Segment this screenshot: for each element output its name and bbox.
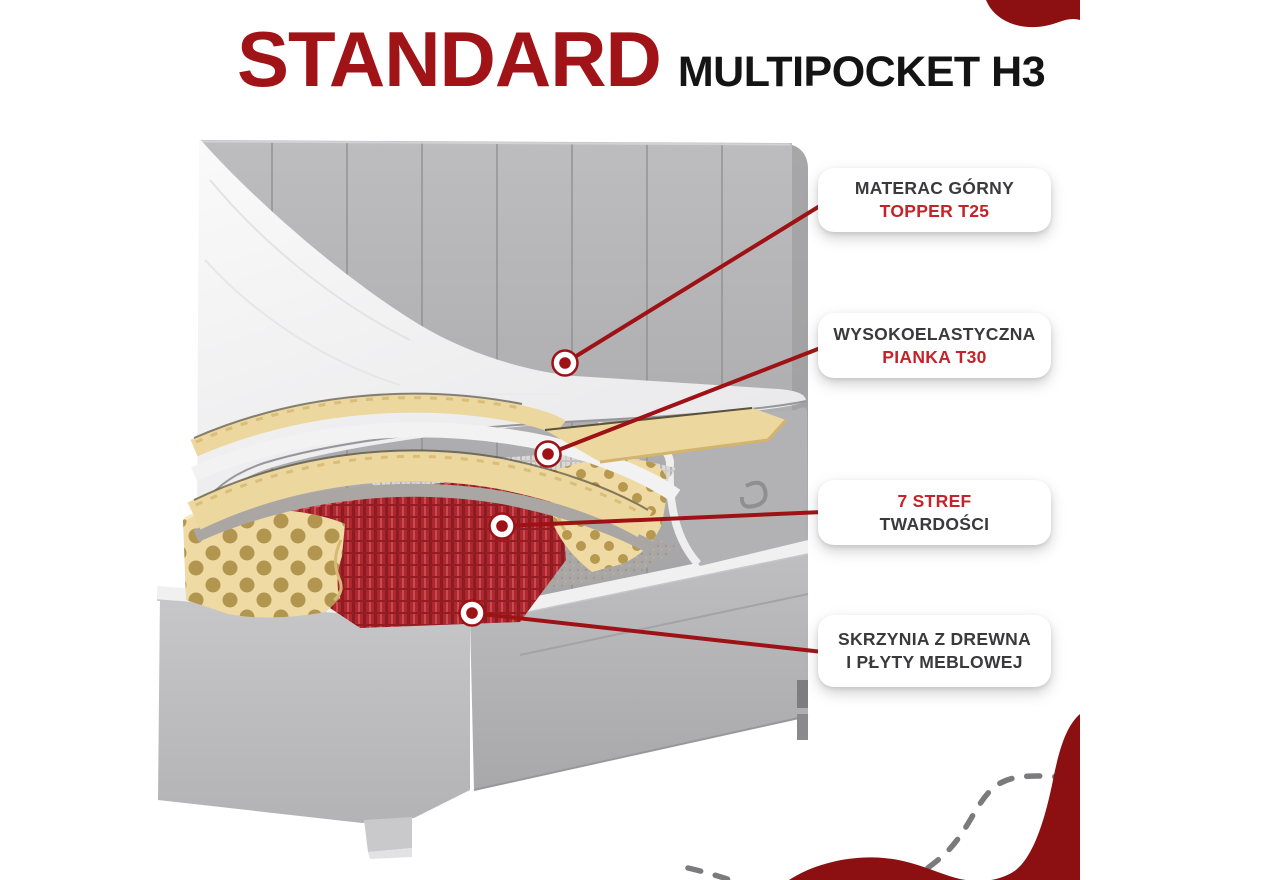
bed-foot bbox=[364, 817, 412, 852]
callout-text-accent: TOPPER T25 bbox=[879, 201, 990, 221]
callout-card-strefy bbox=[818, 480, 1051, 545]
model-title: MULTIPOCKET H3 bbox=[677, 48, 1046, 96]
base-hinge bbox=[797, 680, 808, 708]
callout-card-skrzynia bbox=[818, 615, 1051, 687]
base-hinge bbox=[797, 714, 808, 740]
callout-text: I PŁYTY MEBLOWEJ bbox=[846, 652, 1023, 672]
page-title bbox=[237, 15, 1046, 103]
bed-illustration bbox=[157, 138, 808, 859]
callout-text-accent: PIANKA T30 bbox=[882, 346, 987, 367]
corner-blob-bottom-right bbox=[789, 714, 1080, 880]
callout-card-materac-gorny bbox=[818, 168, 1051, 232]
callout-dot-base bbox=[460, 601, 485, 626]
callout-text: WYSOKOELASTYCZNA bbox=[833, 323, 1036, 344]
brand-title: STANDARD bbox=[237, 15, 661, 103]
callout-text: SKRZYNIA Z DREWNA bbox=[837, 629, 1032, 649]
callout-text: MATERAC GÓRNY bbox=[854, 178, 1015, 198]
callout-text: TWARDOŚCI bbox=[879, 513, 990, 534]
callout-card-pianka bbox=[818, 313, 1051, 378]
callout-dot-foam bbox=[536, 442, 561, 467]
callout-text-accent: 7 STREF bbox=[897, 490, 972, 511]
callout-dot-springs bbox=[490, 514, 515, 539]
callout-dot-topper bbox=[553, 351, 578, 376]
